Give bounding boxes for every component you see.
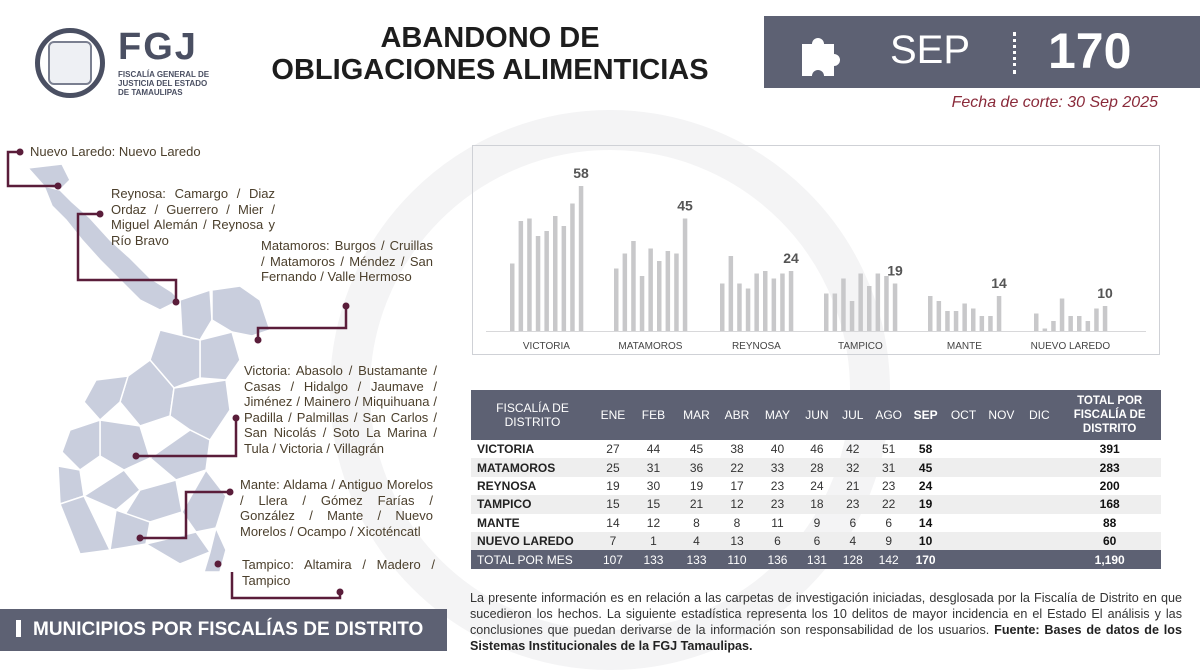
bar-group-nuevo-laredo xyxy=(1034,299,1107,332)
table-row xyxy=(471,532,1161,550)
bar xyxy=(1077,316,1082,331)
row-month-value: 23 xyxy=(756,495,799,513)
row-month-value xyxy=(945,477,983,495)
banner-text: MUNICIPIOS POR FISCALÍAS DE DISTRITO xyxy=(33,619,424,640)
label-matamoros: Matamoros: Burgos / Cruillas / Matamoros / Méndez / San Fernando / Valle Hermoso xyxy=(261,238,433,284)
bar xyxy=(527,219,532,332)
bar-group-tampico xyxy=(824,274,897,332)
row-month-value xyxy=(1020,495,1058,513)
table-footer-row xyxy=(471,550,1161,568)
bar xyxy=(988,316,993,331)
bar xyxy=(683,219,688,332)
row-month-value: 28 xyxy=(799,458,835,476)
bar-group-matamoros xyxy=(614,219,687,332)
bar xyxy=(884,276,889,331)
endpoint-matamoros-map xyxy=(255,337,262,344)
data-label: 19 xyxy=(887,262,903,279)
bar xyxy=(544,231,549,331)
data-label: 10 xyxy=(1097,285,1113,301)
label-victoria: Victoria: Abasolo / Bustamante / Casas / Hidalgo / Jaumave / Jiménez / Mainero / Miquihuana / Padilla / Palmillas / San Carlos / San Nicolás / Soto La Marina / Tula / Victoria / Villagrán xyxy=(244,363,437,456)
bar xyxy=(876,274,881,332)
row-month-value xyxy=(945,458,983,476)
category-label: TAMPICO xyxy=(837,341,883,352)
table-header-cell: JUL xyxy=(835,390,871,440)
row-month-value: 12 xyxy=(646,515,661,530)
row-district-name: REYNOSA xyxy=(477,478,537,493)
row-month-value: 9 xyxy=(871,532,907,550)
row-month-value: 22 xyxy=(718,458,756,476)
footer-month-value: 133 xyxy=(632,550,675,568)
table-row xyxy=(471,477,1161,495)
row-month-value: 22 xyxy=(871,495,907,513)
puzzle-icon xyxy=(798,28,848,78)
bar xyxy=(858,274,863,332)
row-month-value xyxy=(982,440,1020,458)
logo-subtitle-line1: FISCALÍA GENERAL DE xyxy=(118,70,210,79)
bar xyxy=(1086,321,1091,331)
table-header-cell: FISCALÍA DE DISTRITO xyxy=(471,390,594,440)
bar xyxy=(867,286,872,331)
table-row xyxy=(471,514,1161,532)
row-month-value xyxy=(982,458,1020,476)
row-month-value: 8 xyxy=(693,515,700,530)
row-month-value xyxy=(1020,514,1058,532)
bar xyxy=(962,304,967,332)
footer-month-value: 107 xyxy=(594,550,632,568)
row-month-value xyxy=(945,514,983,532)
bar xyxy=(614,269,619,332)
row-month-value xyxy=(982,514,1020,532)
row-month-value: 21 xyxy=(846,478,860,493)
table-row xyxy=(471,458,1161,476)
endpoint-reynosa-label xyxy=(97,211,104,218)
row-total: 88 xyxy=(1102,515,1117,530)
footer-month-value: 128 xyxy=(835,550,871,568)
bar xyxy=(737,284,742,332)
bar xyxy=(729,256,734,331)
row-month-value: 44 xyxy=(646,442,661,457)
bar xyxy=(562,226,567,331)
bar xyxy=(971,309,976,332)
row-month-value: 15 xyxy=(594,495,632,513)
bar xyxy=(1051,321,1056,331)
row-month-value: 45 xyxy=(689,442,704,457)
map-region-victoria-west xyxy=(84,376,128,420)
bar xyxy=(954,311,959,331)
row-month-value: 23 xyxy=(770,478,785,493)
table-header-cell: MAY xyxy=(756,390,799,440)
footer-month-value: 142 xyxy=(871,550,907,568)
endpoint-mante-label xyxy=(227,489,234,496)
table-header-row xyxy=(471,390,1161,440)
bar xyxy=(631,241,636,331)
note-source: Fuente: Bases de datos de los Sistemas Institucionales de la FGJ Tamaulipas. xyxy=(470,623,1183,653)
category-label: MATAMOROS xyxy=(618,341,683,352)
connector-matamoros xyxy=(258,306,346,340)
row-month-value: 18 xyxy=(799,495,835,513)
footer-month-value: 170 xyxy=(907,550,945,568)
logo-subtitle-line2: JUSTICIA DEL ESTADO xyxy=(118,79,208,88)
data-label: 58 xyxy=(573,165,589,181)
row-month-value: 14 xyxy=(918,515,933,530)
page-title-line2: OBLIGACIONES ALIMENTICIAS xyxy=(271,54,709,86)
row-month-value xyxy=(1020,532,1058,550)
cutoff-date: Fecha de corte: 30 Sep 2025 xyxy=(951,94,1158,111)
bar xyxy=(928,296,933,331)
bar xyxy=(623,254,628,332)
bar xyxy=(553,216,558,331)
label-tampico: Tampico: Altamira / Madero / Tampico xyxy=(242,557,435,588)
label-mante: Mante: Aldama / Antiguo Morelos / Llera / Gómez Farías / González / Mante / Nuevo Morelos / Ocampo / Xicoténcatl xyxy=(240,477,433,539)
bar xyxy=(1034,314,1039,332)
data-label: 14 xyxy=(991,275,1007,291)
section-banner xyxy=(0,609,447,651)
data-label: 24 xyxy=(783,250,799,266)
row-total: 391 xyxy=(1099,442,1120,457)
note-text: La presente información es en relación a las carpetas de investigación iniciadas, desglosada por la Fiscalía de Distrito en que sucedieron los hechos. La siguiente estadística representa los 10 delitos de mayor incidencia en el Estado El análisis y las conclusiones que puedan derivarse de la información son responsabilidad de los usuarios. xyxy=(470,591,1182,637)
table-header-cell: FEB xyxy=(632,390,675,440)
month-label: SEP xyxy=(890,28,971,72)
bar xyxy=(997,296,1002,331)
bar-group-reynosa xyxy=(720,256,793,331)
bar xyxy=(945,311,950,331)
bar xyxy=(640,276,645,331)
table-header-cell: OCT xyxy=(945,390,983,440)
footer-month-value xyxy=(982,550,1020,568)
row-month-value: 31 xyxy=(632,458,675,476)
row-month-value: 42 xyxy=(846,442,860,457)
row-month-value xyxy=(945,532,983,550)
row-month-value: 40 xyxy=(770,442,785,457)
logo-text: FGJ xyxy=(118,26,198,68)
row-month-value: 45 xyxy=(907,458,945,476)
row-month-value: 32 xyxy=(835,458,871,476)
endpoint-mante-map xyxy=(137,535,144,542)
map-region-victoria-southwest xyxy=(62,420,100,470)
row-month-value: 27 xyxy=(606,442,620,457)
table-header-cell: TOTAL POR FISCALÍA DE DISTRITO xyxy=(1058,390,1161,440)
category-label: MANTE xyxy=(946,341,982,352)
endpoint-nuevo-laredo-map xyxy=(55,183,62,190)
bar xyxy=(1043,329,1048,332)
map-region-reynosa-east xyxy=(180,290,212,340)
row-month-value: 12 xyxy=(718,495,756,513)
row-month-value: 6 xyxy=(799,532,835,550)
row-month-value: 14 xyxy=(606,515,620,530)
row-month-value: 30 xyxy=(646,478,661,493)
row-month-value: 33 xyxy=(756,458,799,476)
bar xyxy=(833,294,838,332)
bar xyxy=(579,186,584,331)
row-month-value: 13 xyxy=(718,532,756,550)
logo-subtitle xyxy=(118,70,218,97)
footer-month-value: 110 xyxy=(718,550,756,568)
bar xyxy=(666,251,671,331)
label-reynosa: Reynosa: Camargo / Diaz Ordaz / Guerrero / Mier / Miguel Alemán / Reynosa y Río Bravo xyxy=(111,186,275,248)
banner-bar xyxy=(16,620,21,637)
bar xyxy=(850,301,855,331)
row-month-value: 23 xyxy=(835,495,871,513)
footer-month-value: 136 xyxy=(756,550,799,568)
row-total: 60 xyxy=(1058,532,1161,550)
page-title xyxy=(255,22,725,86)
table-header-cell: ABR xyxy=(718,390,756,440)
table-header-cell: NOV xyxy=(982,390,1020,440)
month-total: 170 xyxy=(1048,23,1132,79)
bar xyxy=(841,279,846,332)
footer-month-value: 131 xyxy=(799,550,835,568)
endpoint-victoria-map xyxy=(133,453,140,460)
bar xyxy=(519,221,524,331)
bar xyxy=(937,301,942,331)
category-label: NUEVO LAREDO xyxy=(1030,341,1111,352)
row-district-name: MATAMOROS xyxy=(471,458,594,476)
row-month-value: 4 xyxy=(835,532,871,550)
bar xyxy=(1094,309,1099,332)
endpoint-tampico-map xyxy=(337,589,344,596)
row-month-value: 8 xyxy=(733,515,741,530)
row-month-value: 31 xyxy=(871,458,907,476)
label-nuevo-laredo: Nuevo Laredo: Nuevo Laredo xyxy=(30,144,201,159)
bar xyxy=(763,271,768,331)
row-month-value xyxy=(945,495,983,513)
table-header-cell: AGO xyxy=(871,390,907,440)
row-month-value: 58 xyxy=(918,442,933,457)
map-region-mante-east xyxy=(182,470,226,532)
row-month-value: 10 xyxy=(907,532,945,550)
bar xyxy=(746,289,751,332)
endpoint-tampico-label xyxy=(215,561,222,568)
row-month-value xyxy=(1020,477,1058,495)
row-month-value xyxy=(1020,440,1058,458)
row-month-value xyxy=(982,495,1020,513)
bar xyxy=(824,294,829,332)
row-total: 200 xyxy=(1099,478,1120,493)
bar xyxy=(780,274,785,332)
bar xyxy=(720,284,725,332)
endpoint-reynosa-map xyxy=(173,299,180,306)
logo-subtitle-line3: DE TAMAULIPAS xyxy=(118,88,183,97)
endpoint-nuevo-laredo-label xyxy=(17,149,24,156)
page-title-line1: ABANDONO DE xyxy=(380,22,600,54)
row-month-value: 6 xyxy=(849,515,857,530)
map-region-matamoros-west xyxy=(200,332,240,380)
bar xyxy=(1060,299,1065,332)
footer-total: 1,190 xyxy=(1058,550,1161,568)
bar xyxy=(674,254,679,332)
footer-month-value xyxy=(945,550,983,568)
footer-label: TOTAL POR MES xyxy=(471,550,594,568)
row-month-value: 21 xyxy=(675,495,718,513)
table-header-cell: MAR xyxy=(675,390,718,440)
table-header-cell: DIC xyxy=(1020,390,1058,440)
row-month-value: 19 xyxy=(606,478,620,493)
row-month-value xyxy=(945,440,983,458)
row-district-name: MANTE xyxy=(477,515,520,530)
map-region-victoria-center xyxy=(100,420,150,470)
row-month-value: 1 xyxy=(632,532,675,550)
table-header-cell: ENE xyxy=(594,390,632,440)
row-month-value: 4 xyxy=(675,532,718,550)
row-month-value: 11 xyxy=(771,515,784,530)
row-total: 283 xyxy=(1058,458,1161,476)
row-month-value: 17 xyxy=(730,478,744,493)
endpoint-victoria-label xyxy=(233,415,240,422)
logo-emblem-icon xyxy=(48,41,92,85)
row-month-value: 9 xyxy=(813,515,821,530)
bar xyxy=(657,261,662,331)
bar xyxy=(980,316,985,331)
bar xyxy=(536,236,541,331)
bar xyxy=(893,284,898,332)
table-row xyxy=(471,495,1161,513)
row-month-value: 19 xyxy=(907,495,945,513)
data-label: 45 xyxy=(677,197,693,214)
bar xyxy=(1103,306,1108,331)
category-label: VICTORIA xyxy=(522,341,570,352)
map-region-victoria-east xyxy=(170,380,230,440)
row-month-value xyxy=(1020,458,1058,476)
table-header-cell: SEP xyxy=(907,390,945,440)
endpoint-matamoros-label xyxy=(343,303,350,310)
row-district-name: VICTORIA xyxy=(477,442,535,457)
note-paragraph xyxy=(470,590,1182,654)
row-district-name: TAMPICO xyxy=(471,495,594,513)
row-month-value: 23 xyxy=(882,478,896,493)
row-month-value xyxy=(982,477,1020,495)
row-month-value: 36 xyxy=(675,458,718,476)
table-header-cell: JUN xyxy=(799,390,835,440)
footer-month-value xyxy=(1020,550,1058,568)
bar xyxy=(789,271,794,331)
table-row xyxy=(471,440,1161,458)
bar xyxy=(1068,316,1073,331)
row-month-value: 6 xyxy=(756,532,799,550)
row-month-value: 6 xyxy=(885,515,893,530)
row-month-value: 24 xyxy=(810,478,824,493)
bar xyxy=(570,204,575,332)
row-month-value xyxy=(982,532,1020,550)
row-month-value: 51 xyxy=(882,442,896,457)
month-divider xyxy=(1013,32,1016,74)
row-district-name: NUEVO LAREDO xyxy=(471,532,594,550)
bar-group-mante xyxy=(928,296,1001,331)
bar xyxy=(754,274,759,332)
footer-month-value: 133 xyxy=(675,550,718,568)
row-month-value: 15 xyxy=(632,495,675,513)
category-label: REYNOSA xyxy=(731,341,781,352)
row-month-value: 38 xyxy=(730,442,744,457)
bar-chart xyxy=(472,145,1160,355)
bar xyxy=(648,249,653,332)
data-table xyxy=(471,390,1161,569)
bar-group-victoria xyxy=(510,186,583,331)
row-month-value: 25 xyxy=(594,458,632,476)
row-month-value: 24 xyxy=(918,478,933,493)
row-month-value: 7 xyxy=(594,532,632,550)
bar xyxy=(510,264,515,332)
row-month-value: 46 xyxy=(810,442,824,457)
row-total: 168 xyxy=(1058,495,1161,513)
bar xyxy=(772,279,777,332)
row-month-value: 19 xyxy=(689,478,704,493)
